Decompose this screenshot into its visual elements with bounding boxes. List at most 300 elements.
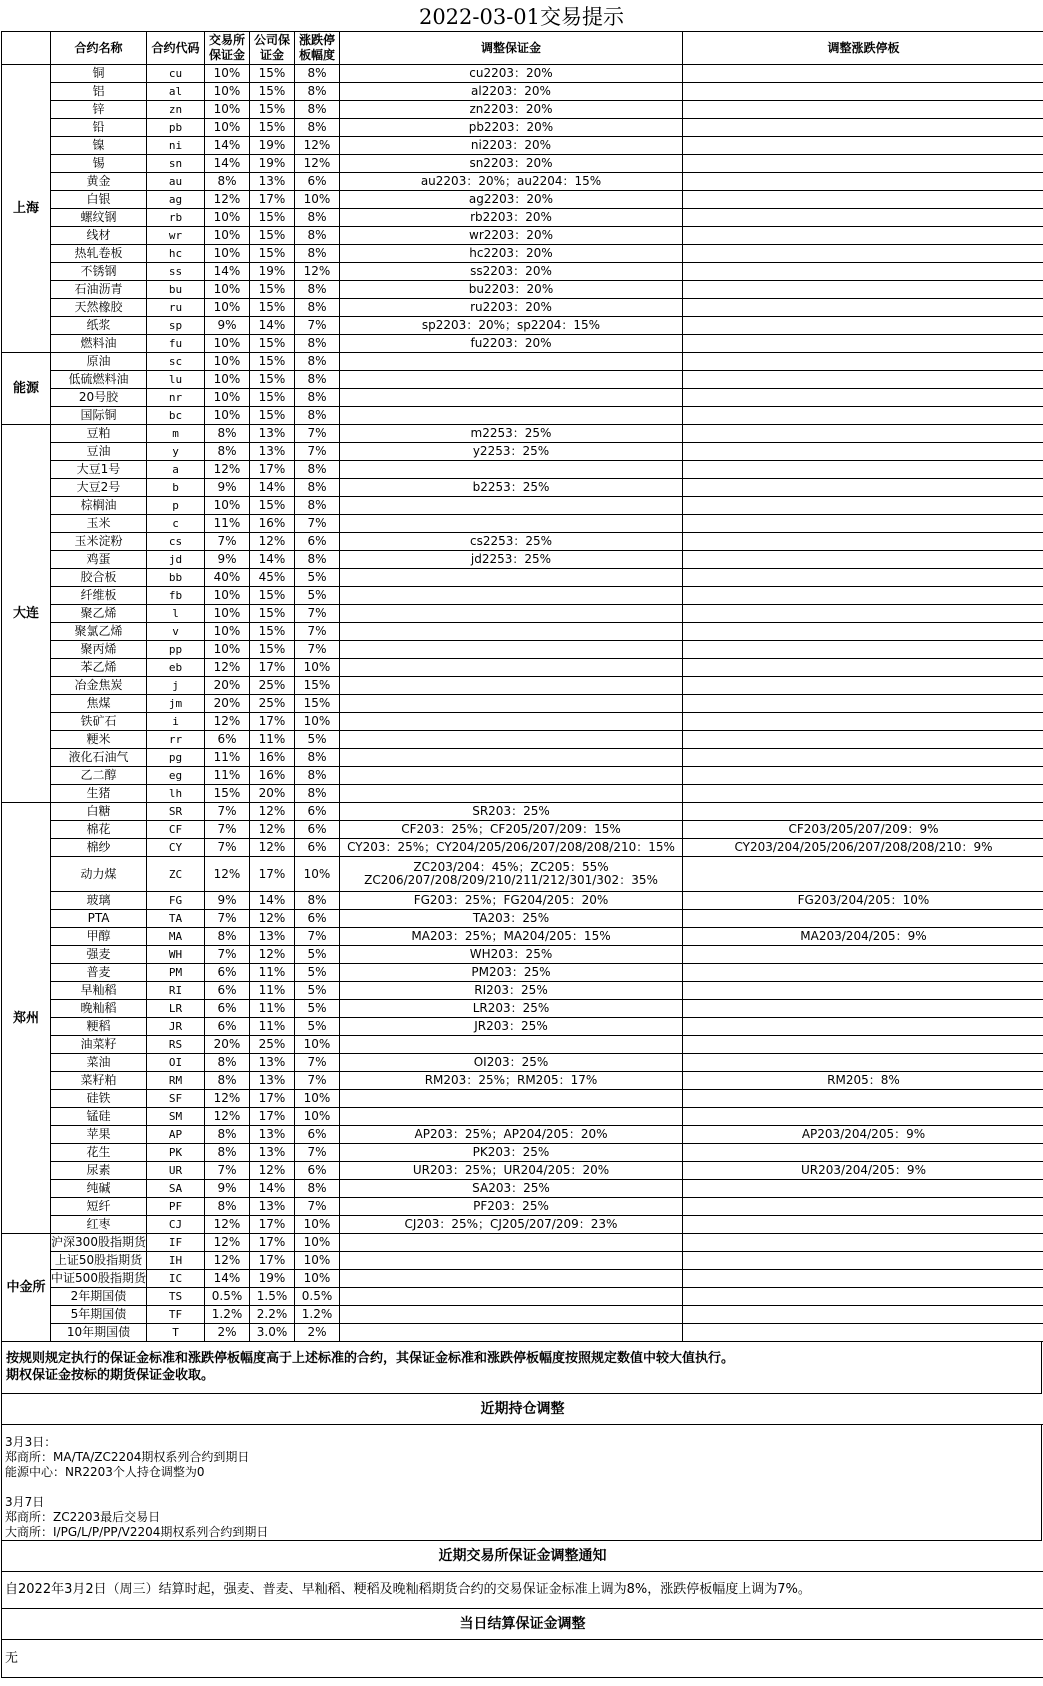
adjusted-margin-cell: al2203：20% <box>340 83 683 101</box>
exchange-margin-cell: 7% <box>205 839 250 857</box>
contract-code-cell: nr <box>147 389 205 407</box>
adjusted-limit-cell <box>683 713 1043 731</box>
contract-name-cell: 玉米 <box>51 515 147 533</box>
adjusted-margin-cell: MA203：25%；MA204/205：15% <box>340 928 683 946</box>
table-row <box>2 857 1043 892</box>
price-limit-cell: 8% <box>295 227 340 245</box>
price-limit-cell: 10% <box>295 191 340 209</box>
table-row <box>2 155 1043 173</box>
table-row <box>2 533 1043 551</box>
exchange-margin-cell: 10% <box>205 605 250 623</box>
position-line: 能源中心：NR2203个人持仓调整为0 <box>5 1465 205 1479</box>
company-margin-cell: 15% <box>250 101 295 119</box>
exchange-margin-cell: 12% <box>205 1090 250 1108</box>
adjusted-limit-cell <box>683 1288 1043 1306</box>
table-row <box>2 1054 1043 1072</box>
price-limit-cell: 6% <box>295 1162 340 1180</box>
contract-name-cell: 晚籼稻 <box>51 1000 147 1018</box>
company-margin-cell: 12% <box>250 821 295 839</box>
contract-name-cell: 强麦 <box>51 946 147 964</box>
adjusted-margin-cell: FG203：25%；FG204/205：20% <box>340 892 683 910</box>
company-margin-cell: 13% <box>250 1072 295 1090</box>
contract-code-cell: TS <box>147 1288 205 1306</box>
exchange-margin-cell: 10% <box>205 641 250 659</box>
adjusted-limit-cell <box>683 263 1043 281</box>
adjusted-margin-cell: bu2203：20% <box>340 281 683 299</box>
contract-code-cell: CY <box>147 839 205 857</box>
price-limit-cell: 6% <box>295 821 340 839</box>
adjusted-margin-cell <box>340 569 683 587</box>
exchange-margin-cell: 10% <box>205 119 250 137</box>
company-margin-cell: 15% <box>250 83 295 101</box>
company-margin-cell: 12% <box>250 533 295 551</box>
company-margin-cell: 15% <box>250 119 295 137</box>
contract-code-cell: sp <box>147 317 205 335</box>
price-limit-cell: 8% <box>295 767 340 785</box>
table-row <box>2 515 1043 533</box>
exchange-margin-cell: 6% <box>205 1018 250 1036</box>
company-margin-cell: 17% <box>250 1234 295 1252</box>
contract-code-cell: RS <box>147 1036 205 1054</box>
adjusted-limit-cell <box>683 569 1043 587</box>
company-margin-cell: 19% <box>250 155 295 173</box>
contract-code-cell: IF <box>147 1234 205 1252</box>
adjusted-limit-cell: CF203/205/207/209：9% <box>683 821 1043 839</box>
adjusted-margin-cell: RM203：25%；RM205：17% <box>340 1072 683 1090</box>
exchange-margin-cell: 15% <box>205 785 250 803</box>
exchange-margin-cell: 12% <box>205 461 250 479</box>
contract-code-cell: jm <box>147 695 205 713</box>
price-limit-cell: 10% <box>295 1216 340 1234</box>
contract-code-cell: p <box>147 497 205 515</box>
exchange-margin-cell: 7% <box>205 803 250 821</box>
adjusted-margin-cell: AP203：25%；AP204/205：20% <box>340 1126 683 1144</box>
adjusted-limit-cell <box>683 857 1043 892</box>
contract-name-cell: 动力煤 <box>51 857 147 892</box>
exchange-cell: 能源 <box>2 353 51 425</box>
company-margin-cell: 17% <box>250 1090 295 1108</box>
contract-name-cell: 普麦 <box>51 964 147 982</box>
price-limit-cell: 10% <box>295 1252 340 1270</box>
company-margin-cell: 19% <box>250 263 295 281</box>
company-margin-cell: 17% <box>250 1216 295 1234</box>
adjusted-limit-cell <box>683 227 1043 245</box>
price-limit-cell: 8% <box>295 749 340 767</box>
company-margin-cell: 25% <box>250 1036 295 1054</box>
adjusted-margin-cell: m2253：25% <box>340 425 683 443</box>
adjusted-margin-cell <box>340 1324 683 1342</box>
exchange-margin-cell: 10% <box>205 623 250 641</box>
position-adjust-title: 近期持仓调整 <box>1 1394 1043 1425</box>
price-limit-cell: 6% <box>295 839 340 857</box>
contract-name-cell: 菜油 <box>51 1054 147 1072</box>
price-limit-cell: 8% <box>295 83 340 101</box>
company-margin-cell: 15% <box>250 65 295 83</box>
table-body <box>2 65 1043 1342</box>
company-margin-cell: 15% <box>250 245 295 263</box>
contract-name-cell: 胶合板 <box>51 569 147 587</box>
table-row <box>2 245 1043 263</box>
contract-code-cell: ni <box>147 137 205 155</box>
exchange-margin-cell: 9% <box>205 1180 250 1198</box>
adjusted-limit-cell <box>683 65 1043 83</box>
contract-name-cell: 中证500股指期货 <box>51 1270 147 1288</box>
contract-code-cell: l <box>147 605 205 623</box>
adjusted-limit-cell <box>683 1252 1043 1270</box>
adjusted-limit-cell <box>683 767 1043 785</box>
table-row <box>2 461 1043 479</box>
adjusted-limit-cell <box>683 1324 1043 1342</box>
adjusted-margin-cell <box>340 641 683 659</box>
contract-name-cell: 粳米 <box>51 731 147 749</box>
contract-name-cell: 苹果 <box>51 1126 147 1144</box>
adjusted-margin-cell <box>340 1270 683 1288</box>
contract-code-cell: JR <box>147 1018 205 1036</box>
contract-name-cell: 大豆1号 <box>51 461 147 479</box>
exchange-margin-cell: 6% <box>205 964 250 982</box>
adjusted-margin-cell <box>340 1108 683 1126</box>
contract-name-cell: 铜 <box>51 65 147 83</box>
adjusted-limit-cell <box>683 425 1043 443</box>
table-row <box>2 1144 1043 1162</box>
exchange-cell: 郑州 <box>2 803 51 1234</box>
adjusted-margin-cell <box>340 389 683 407</box>
header-contract-code: 合约代码 <box>147 32 205 65</box>
table-row <box>2 281 1043 299</box>
exchange-cell: 上海 <box>2 65 51 353</box>
price-limit-cell: 7% <box>295 317 340 335</box>
adjusted-limit-cell <box>683 964 1043 982</box>
adjusted-margin-cell: zn2203：20% <box>340 101 683 119</box>
adjusted-limit-cell <box>683 749 1043 767</box>
contract-name-cell: 线材 <box>51 227 147 245</box>
table-row <box>2 1198 1043 1216</box>
margin-table <box>1 31 1043 1342</box>
exchange-cell: 中金所 <box>2 1234 51 1342</box>
contract-name-cell: 石油沥青 <box>51 281 147 299</box>
exchange-margin-cell: 20% <box>205 677 250 695</box>
contract-code-cell: pp <box>147 641 205 659</box>
company-margin-cell: 15% <box>250 497 295 515</box>
price-limit-cell: 7% <box>295 623 340 641</box>
rule-note-line: 期权保证金按标的期货保证金收取。 <box>6 1368 215 1383</box>
adjusted-margin-cell: JR203：25% <box>340 1018 683 1036</box>
rule-note-line: 按规则规定执行的保证金标准和涨跌停板幅度高于上述标准的合约，其保证金标准和涨跌停板幅度按照规定数值中较大值执行。 <box>6 1351 735 1366</box>
contract-name-cell: 20号胶 <box>51 389 147 407</box>
adjusted-limit-cell <box>683 137 1043 155</box>
table-row <box>2 497 1043 515</box>
price-limit-cell: 0.5% <box>295 1288 340 1306</box>
adjusted-margin-line: ZC203/204：45%；ZC205：55% <box>413 860 609 874</box>
adjusted-margin-cell <box>340 587 683 605</box>
contract-code-cell: RM <box>147 1072 205 1090</box>
adjusted-limit-cell <box>683 83 1043 101</box>
company-margin-cell: 15% <box>250 641 295 659</box>
contract-code-cell: eb <box>147 659 205 677</box>
company-margin-cell: 13% <box>250 443 295 461</box>
contract-code-cell: jd <box>147 551 205 569</box>
position-adjust-body <box>1 1425 1042 1541</box>
contract-code-cell: SA <box>147 1180 205 1198</box>
company-margin-cell: 15% <box>250 227 295 245</box>
company-margin-cell: 15% <box>250 371 295 389</box>
table-row <box>2 1072 1043 1090</box>
company-margin-cell: 25% <box>250 695 295 713</box>
adjusted-limit-cell <box>683 209 1043 227</box>
contract-code-cell: SM <box>147 1108 205 1126</box>
table-row <box>2 101 1043 119</box>
settlement-adjust-text: 无 <box>1 1640 1043 1678</box>
exchange-margin-cell: 9% <box>205 892 250 910</box>
contract-name-cell: 乙二醇 <box>51 767 147 785</box>
adjusted-margin-cell: UR203：25%；UR204/205：20% <box>340 1162 683 1180</box>
contract-name-cell: 硅铁 <box>51 1090 147 1108</box>
exchange-margin-cell: 10% <box>205 83 250 101</box>
adjusted-margin-cell <box>340 1090 683 1108</box>
price-limit-cell: 8% <box>295 299 340 317</box>
table-row <box>2 317 1043 335</box>
contract-name-cell: 2年期国债 <box>51 1288 147 1306</box>
contract-name-cell: 聚乙烯 <box>51 605 147 623</box>
company-margin-cell: 11% <box>250 1018 295 1036</box>
adjusted-margin-cell: cu2203：20% <box>340 65 683 83</box>
table-row <box>2 551 1043 569</box>
adjusted-margin-cell <box>340 371 683 389</box>
adjusted-limit-cell <box>683 1036 1043 1054</box>
contract-code-cell: MA <box>147 928 205 946</box>
contract-code-cell: rr <box>147 731 205 749</box>
header-adjusted-margin: 调整保证金 <box>340 32 683 65</box>
contract-code-cell: au <box>147 173 205 191</box>
company-margin-cell: 16% <box>250 515 295 533</box>
adjusted-limit-cell <box>683 1054 1043 1072</box>
company-margin-cell: 16% <box>250 767 295 785</box>
exchange-margin-cell: 14% <box>205 263 250 281</box>
exchange-margin-cell: 8% <box>205 173 250 191</box>
price-limit-cell: 5% <box>295 982 340 1000</box>
table-row <box>2 425 1043 443</box>
price-limit-cell: 5% <box>295 587 340 605</box>
adjusted-margin-cell: ss2203：20% <box>340 263 683 281</box>
exchange-margin-cell: 9% <box>205 317 250 335</box>
contract-name-cell: 玉米淀粉 <box>51 533 147 551</box>
exchange-margin-cell: 10% <box>205 587 250 605</box>
table-row <box>2 263 1043 281</box>
adjusted-margin-cell: pb2203：20% <box>340 119 683 137</box>
price-limit-cell: 10% <box>295 857 340 892</box>
table-row <box>2 65 1043 83</box>
contract-name-cell: 铁矿石 <box>51 713 147 731</box>
adjusted-limit-cell <box>683 173 1043 191</box>
table-row <box>2 299 1043 317</box>
adjusted-limit-cell <box>683 785 1043 803</box>
price-limit-cell: 10% <box>295 1270 340 1288</box>
company-margin-cell: 19% <box>250 137 295 155</box>
exchange-margin-cell: 12% <box>205 659 250 677</box>
contract-name-cell: 聚丙烯 <box>51 641 147 659</box>
table-row <box>2 946 1043 964</box>
table-row <box>2 1252 1043 1270</box>
contract-code-cell: fb <box>147 587 205 605</box>
adjusted-limit-cell <box>683 731 1043 749</box>
company-margin-cell: 11% <box>250 982 295 1000</box>
adjusted-limit-cell <box>683 982 1043 1000</box>
position-line: 3月3日： <box>5 1435 57 1449</box>
table-row <box>2 137 1043 155</box>
settlement-adjust-title: 当日结算保证金调整 <box>1 1609 1043 1640</box>
contract-name-cell: 螺纹钢 <box>51 209 147 227</box>
adjusted-margin-cell: cs2253：25% <box>340 533 683 551</box>
price-limit-cell: 8% <box>295 389 340 407</box>
contract-name-cell: PTA <box>51 910 147 928</box>
company-margin-cell: 14% <box>250 892 295 910</box>
adjusted-limit-cell <box>683 497 1043 515</box>
contract-name-cell: 生猪 <box>51 785 147 803</box>
adjusted-limit-cell <box>683 1018 1043 1036</box>
adjusted-margin-cell <box>340 1234 683 1252</box>
adjusted-margin-cell: jd2253：25% <box>340 551 683 569</box>
exchange-margin-cell: 8% <box>205 928 250 946</box>
table-row <box>2 1270 1043 1288</box>
contract-name-cell: 上证50股指期货 <box>51 1252 147 1270</box>
table-row <box>2 928 1043 946</box>
adjusted-limit-cell <box>683 1306 1043 1324</box>
exchange-margin-cell: 10% <box>205 371 250 389</box>
contract-name-cell: 纤维板 <box>51 587 147 605</box>
contract-code-cell: i <box>147 713 205 731</box>
company-margin-cell: 13% <box>250 173 295 191</box>
contract-name-cell: 5年期国债 <box>51 1306 147 1324</box>
table-row <box>2 119 1043 137</box>
adjusted-limit-cell <box>683 443 1043 461</box>
adjusted-limit-cell <box>683 1000 1043 1018</box>
price-limit-cell: 7% <box>295 928 340 946</box>
adjusted-limit-cell <box>683 119 1043 137</box>
table-row <box>2 1090 1043 1108</box>
table-row <box>2 227 1043 245</box>
exchange-margin-cell: 40% <box>205 569 250 587</box>
adjusted-limit-cell <box>683 281 1043 299</box>
contract-name-cell: 甲醇 <box>51 928 147 946</box>
contract-code-cell: zn <box>147 101 205 119</box>
company-margin-cell: 11% <box>250 1000 295 1018</box>
adjusted-limit-cell <box>683 245 1043 263</box>
contract-code-cell: AP <box>147 1126 205 1144</box>
adjusted-margin-cell: LR203：25% <box>340 1000 683 1018</box>
adjusted-limit-cell <box>683 1270 1043 1288</box>
table-row <box>2 83 1043 101</box>
adjusted-margin-cell <box>340 659 683 677</box>
company-margin-cell: 17% <box>250 713 295 731</box>
contract-code-cell: WH <box>147 946 205 964</box>
table-row <box>2 713 1043 731</box>
adjusted-limit-cell <box>683 1234 1043 1252</box>
contract-code-cell: j <box>147 677 205 695</box>
adjusted-margin-line: ZC206/207/208/209/210/211/212/301/302：35% <box>364 873 658 887</box>
company-margin-cell: 15% <box>250 335 295 353</box>
exchange-margin-cell: 9% <box>205 551 250 569</box>
contract-name-cell: 锌 <box>51 101 147 119</box>
company-margin-cell: 14% <box>250 317 295 335</box>
contract-code-cell: bc <box>147 407 205 425</box>
adjusted-margin-cell: fu2203：20% <box>340 335 683 353</box>
contract-name-cell: 豆油 <box>51 443 147 461</box>
adjusted-limit-cell: AP203/204/205：9% <box>683 1126 1043 1144</box>
exchange-margin-cell: 6% <box>205 982 250 1000</box>
adjusted-margin-cell: ag2203：20% <box>340 191 683 209</box>
position-line: 郑商所：ZC2203最后交易日 <box>5 1510 161 1524</box>
contract-code-cell: lh <box>147 785 205 803</box>
contract-name-cell: 大豆2号 <box>51 479 147 497</box>
company-margin-cell: 17% <box>250 1252 295 1270</box>
price-limit-cell: 12% <box>295 155 340 173</box>
adjusted-limit-cell <box>683 299 1043 317</box>
adjusted-margin-cell <box>340 605 683 623</box>
table-row <box>2 389 1043 407</box>
exchange-margin-cell: 2% <box>205 1324 250 1342</box>
contract-code-cell: UR <box>147 1162 205 1180</box>
exchange-margin-cell: 8% <box>205 1054 250 1072</box>
contract-name-cell: 油菜籽 <box>51 1036 147 1054</box>
company-margin-cell: 15% <box>250 299 295 317</box>
exchange-margin-cell: 10% <box>205 281 250 299</box>
table-row <box>2 1324 1043 1342</box>
company-margin-cell: 12% <box>250 946 295 964</box>
price-limit-cell: 8% <box>295 353 340 371</box>
price-limit-cell: 7% <box>295 641 340 659</box>
adjusted-margin-cell <box>340 353 683 371</box>
price-limit-cell: 10% <box>295 1036 340 1054</box>
contract-name-cell: 聚氯乙烯 <box>51 623 147 641</box>
exchange-notice-text: 自2022年3月2日（周三）结算时起，强麦、普麦、早籼稻、粳稻及晚籼稻期货合约的交易保证金标准上调为8%，涨跌停板幅度上调为7%。 <box>1 1572 1043 1609</box>
contract-code-cell: bu <box>147 281 205 299</box>
contract-name-cell: 白银 <box>51 191 147 209</box>
contract-name-cell: 冶金焦炭 <box>51 677 147 695</box>
company-margin-cell: 14% <box>250 479 295 497</box>
header-contract-name: 合约名称 <box>51 32 147 65</box>
company-margin-cell: 13% <box>250 1054 295 1072</box>
adjusted-limit-cell <box>683 101 1043 119</box>
exchange-margin-cell: 12% <box>205 1108 250 1126</box>
contract-code-cell: rb <box>147 209 205 227</box>
table-row <box>2 821 1043 839</box>
table-row <box>2 335 1043 353</box>
adjusted-limit-cell: MA203/204/205：9% <box>683 928 1043 946</box>
exchange-margin-cell: 14% <box>205 155 250 173</box>
adjusted-margin-cell: hc2203：20% <box>340 245 683 263</box>
contract-name-cell: 短纤 <box>51 1198 147 1216</box>
company-margin-cell: 13% <box>250 1144 295 1162</box>
contract-code-cell: cs <box>147 533 205 551</box>
company-margin-cell: 19% <box>250 1270 295 1288</box>
price-limit-cell: 8% <box>295 371 340 389</box>
price-limit-cell: 8% <box>295 497 340 515</box>
table-row <box>2 569 1043 587</box>
price-limit-cell: 5% <box>295 964 340 982</box>
contract-code-cell: PF <box>147 1198 205 1216</box>
price-limit-cell: 7% <box>295 1198 340 1216</box>
table-row <box>2 803 1043 821</box>
price-limit-cell: 8% <box>295 892 340 910</box>
adjusted-limit-cell <box>683 191 1043 209</box>
position-line: 3月7日 <box>5 1495 45 1509</box>
price-limit-cell: 6% <box>295 173 340 191</box>
adjusted-margin-cell: SR203：25% <box>340 803 683 821</box>
company-margin-cell: 15% <box>250 605 295 623</box>
company-margin-cell: 13% <box>250 1126 295 1144</box>
price-limit-cell: 7% <box>295 425 340 443</box>
contract-code-cell: ss <box>147 263 205 281</box>
